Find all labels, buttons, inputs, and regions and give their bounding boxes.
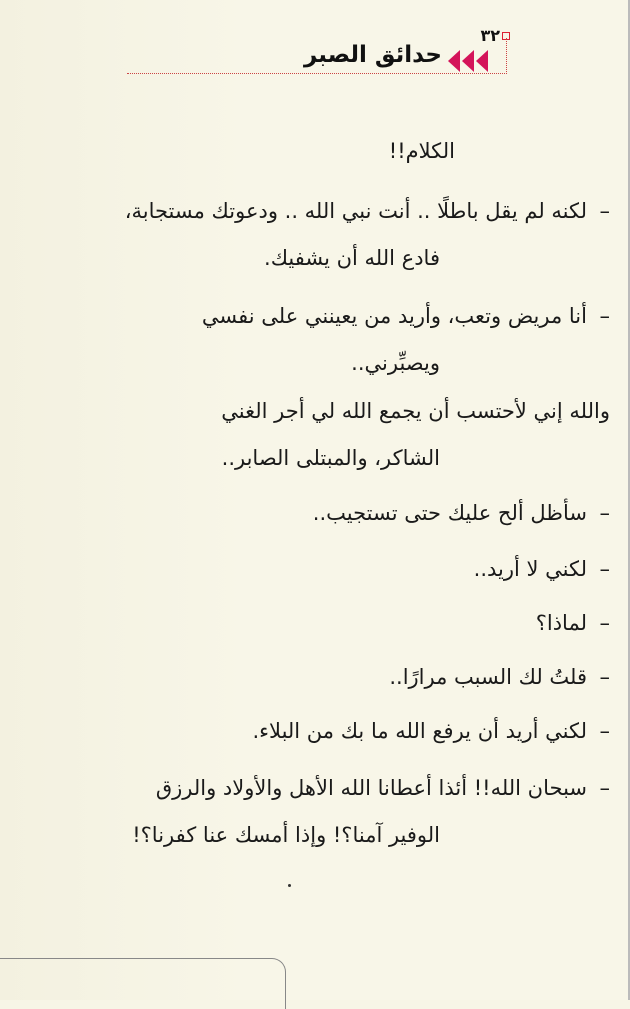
dialogue-line: سبحان الله!! أئذا أعطانا الله الأهل والأولاد والرزق: [155, 776, 587, 800]
paragraph-line: والله إني لأحتسب أن يجمع الله لي أجر الغني: [221, 399, 610, 423]
dialogue-dash: –: [599, 199, 610, 223]
dialogue-line: أنا مريض وتعب، وأريد من يعينني على نفسي: [201, 304, 587, 328]
dialogue-dash: –: [599, 557, 610, 581]
paragraph-line: فادع الله أن يشفيك.: [264, 246, 440, 270]
dialogue-line: لماذا؟: [535, 611, 587, 635]
dialogue-line: قلتُ لك السبب مرارًا..: [389, 665, 587, 689]
dialogue-line: لكنه لم يقل باطلًا .. أنت نبي الله .. ودعوتك مستجابة،: [124, 199, 587, 223]
dialogue-dash: –: [599, 719, 610, 743]
dialogue-dash: –: [599, 611, 610, 635]
chevron-arrows-icon: [446, 50, 490, 72]
paragraph-line: الشاكر، والمبتلى الصابر..: [221, 446, 440, 470]
header-divider-vertical: [506, 38, 507, 74]
paragraph-line: الكلام!!: [388, 139, 455, 163]
dialogue-line: سأظل ألح عليك حتى تستجيب..: [312, 501, 587, 525]
page-header: [110, 24, 530, 84]
page-number: ٣٢: [480, 26, 500, 45]
paragraph-line: الوفير آمنا؟! وإذا أمسك عنا كفرنا؟!: [132, 823, 440, 847]
dialogue-line: لكني لا أريد..: [473, 557, 587, 581]
paragraph-line: ويصبِّرني..: [351, 351, 440, 375]
dialogue-dash: –: [599, 776, 610, 800]
paper-speck: [288, 884, 291, 887]
dialogue-dash: –: [599, 501, 610, 525]
header-divider-horizontal: [127, 73, 507, 74]
dialogue-dash: –: [599, 665, 610, 689]
book-title: حدائق الصبر: [304, 42, 442, 68]
dialogue-dash: –: [599, 304, 610, 328]
page-corner-outline: [0, 958, 286, 1009]
dialogue-line: لكني أريد أن يرفع الله ما بك من البلاء.: [252, 719, 587, 743]
